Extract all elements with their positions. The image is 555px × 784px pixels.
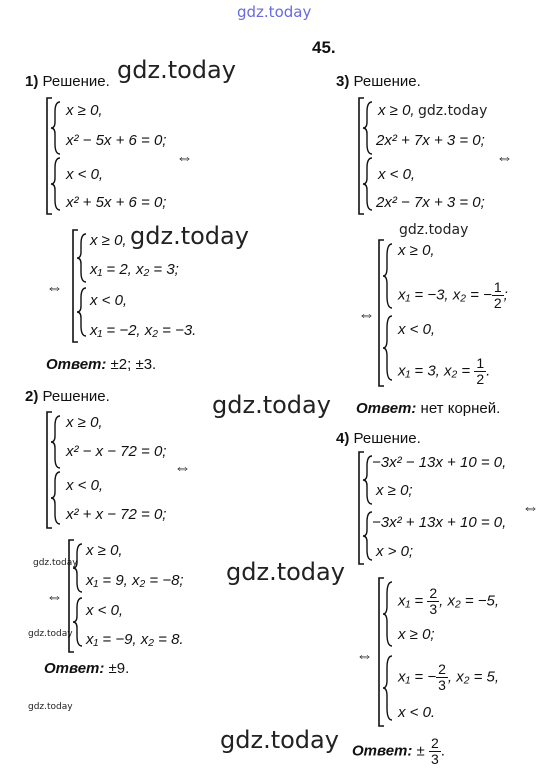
equation-line: x < 0,: [90, 292, 128, 309]
outer-bracket: [356, 96, 376, 218]
equation-line: x² − 5x + 6 = 0;: [66, 132, 167, 149]
equation-line: x² + 5x + 6 = 0;: [66, 194, 167, 211]
watermark: gdz.today: [418, 103, 488, 119]
equation-line: x ≥ 0,: [86, 542, 123, 559]
equivalence-arrow: ⇔: [358, 305, 375, 324]
equation-line: x² − x − 72 = 0;: [66, 443, 167, 460]
part-2-heading: 2) Решение.: [25, 388, 110, 405]
fraction: $\frac{2}{3}$: [430, 735, 439, 767]
fraction: $\frac{1}{2}$: [476, 355, 485, 387]
equation-line: x > 0;: [376, 543, 414, 560]
outer-bracket: [376, 238, 396, 390]
equivalence-arrow: ⇔: [522, 498, 539, 517]
answer: Ответ: ± $\frac{2}{3}$ .: [352, 735, 445, 767]
equation-line: x₁ = −3, x₂ = − $\frac{1}{2}$ ;: [398, 279, 508, 311]
equation-line: x ≥ 0;: [398, 626, 435, 643]
equivalence-arrow: ⇔: [46, 278, 63, 297]
outer-bracket: [376, 576, 396, 730]
equation-line: x₁ = −2, x₂ = −3.: [90, 322, 197, 339]
answer: Ответ: нет корней.: [356, 400, 501, 417]
watermark: gdz.today: [220, 726, 339, 754]
equation-line: x < 0,: [66, 166, 104, 183]
equation-line: x ≥ 0,: [90, 232, 127, 249]
equation-line: −3x² + 13x + 10 = 0,: [372, 514, 507, 531]
answer: Ответ: ±9.: [44, 660, 130, 677]
equation-line: x ≥ 0,: [66, 102, 103, 119]
watermark: gdz.today: [399, 222, 469, 238]
equation-line: 2x² + 7x + 3 = 0;: [376, 132, 485, 149]
equation-line: x₁ = −9, x₂ = 8.: [86, 631, 184, 648]
watermark: gdz.today: [33, 558, 78, 568]
equation-line: x₁ = − $\frac{2}{3}$ , x₂ = 5,: [398, 661, 500, 693]
part-3-heading: 3) Решение.: [336, 73, 421, 90]
equivalence-arrow: ⇔: [356, 646, 373, 665]
answer: Ответ: ±2; ±3.: [46, 356, 157, 373]
fraction: $\frac{2}{3}$: [438, 661, 446, 693]
fraction: $\frac{1}{2}$: [493, 279, 502, 311]
part-1-heading: 1) Решение.: [25, 73, 110, 90]
watermark-top: gdz.today: [237, 3, 312, 21]
equation-line: x < 0.: [398, 704, 436, 721]
outer-bracket: [66, 538, 86, 656]
equation-line: x₁ = 3, x₂ = $\frac{1}{2}$ .: [398, 355, 491, 387]
equivalence-arrow: ⇔: [46, 587, 63, 606]
watermark: gdz.today: [226, 558, 345, 586]
equation-line: x² + x − 72 = 0;: [66, 506, 167, 523]
watermark: gdz.today: [130, 222, 249, 250]
watermark: gdz.today: [28, 702, 73, 712]
equation-line: x₁ = 2, x₂ = 3;: [90, 261, 179, 278]
equation-line: x < 0,: [398, 321, 436, 338]
equation-line: x ≥ 0,: [378, 102, 415, 119]
equation-line: x < 0,: [66, 477, 104, 494]
equation-line: 2x² − 7x + 3 = 0;: [376, 194, 485, 211]
equation-line: x₁ = $\frac{2}{3}$ , x₂ = −5,: [398, 585, 500, 617]
watermark: gdz.today: [117, 56, 236, 84]
problem-number: 45.: [312, 38, 336, 57]
equation-line: x ≥ 0,: [398, 242, 435, 259]
equation-line: −3x² − 13x + 10 = 0,: [372, 454, 507, 471]
part-4-heading: 4) Решение.: [336, 430, 421, 447]
equation-line: x < 0,: [378, 166, 416, 183]
outer-bracket: [44, 410, 64, 532]
watermark: gdz.today: [212, 391, 331, 419]
equivalence-arrow: ⇔: [496, 148, 513, 167]
equation-line: x < 0,: [86, 602, 124, 619]
outer-bracket: [44, 96, 64, 218]
equation-line: x₁ = 9, x₂ = −8;: [86, 572, 184, 589]
equation-line: x ≥ 0;: [376, 482, 413, 499]
watermark: gdz.today: [28, 629, 73, 639]
equation-line: x ≥ 0,: [66, 414, 103, 431]
equivalence-arrow: ⇔: [174, 458, 191, 477]
outer-bracket: [70, 228, 90, 346]
equivalence-arrow: ⇔: [176, 148, 193, 167]
fraction: $\frac{2}{3}$: [429, 585, 438, 617]
